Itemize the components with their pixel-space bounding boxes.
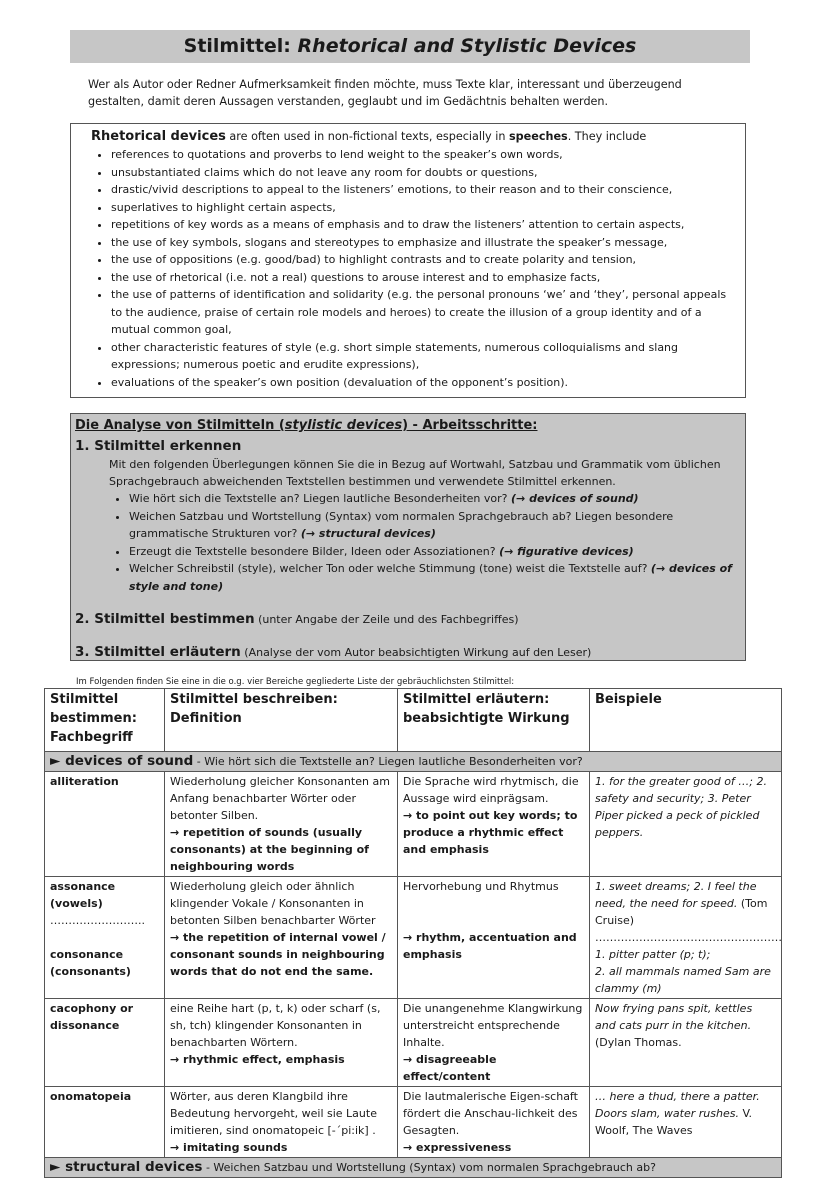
step-1-title: 1. Stilmittel erkennen: [75, 438, 242, 454]
category-row-sound: ► devices of sound - Wie hört sich die Textstelle an? Liegen lautliche Besonderheiten vor?: [45, 752, 782, 772]
intro-text: Wer als Autor oder Redner Aufmerksamkeit finden möchte, muss Texte klar, interessant und überzeugend gestalten, damit deren Aussagen verstanden, geglaubt und im Gedächtnis behalten werden.: [88, 78, 682, 108]
column-header: Stilmittel bestimmen: Fachbegriff: [45, 689, 165, 752]
list-item: • superlatives to highlight certain aspects,: [111, 199, 735, 217]
list-item: • evaluations of the speaker’s own position (devaluation of the opponent’s position).: [111, 374, 735, 392]
list-item: • unsubstantiated claims which do not leave any room for doubts or questions,: [111, 164, 735, 182]
devices-table: [44, 688, 782, 1178]
table-header-row: [45, 689, 782, 752]
list-item: • references to quotations and proverbs to lend weight to the speaker’s own words,: [111, 146, 735, 164]
analysis-steps-box: [70, 413, 746, 661]
list-item: • the use of rhetorical (i.e. not a real) questions to arouse interest and to emphasize facts,: [111, 269, 735, 287]
list-item: • other characteristic features of style (e.g. short simple statements, numerous colloquialisms and slang expressions; numerous poetic and erudite expressions),: [111, 339, 735, 374]
list-item: • drastic/vivid descriptions to appeal to the listeners’ emotions, to their reason and to their conscience,: [111, 181, 735, 199]
column-header: Beispiele: [590, 689, 782, 752]
rhetorical-devices-box: [70, 123, 746, 398]
page-title: Stilmittel: Rhetorical and Stylistic Devices: [70, 30, 750, 63]
list-item: • Erzeugt die Textstelle besondere Bilder, Ideen oder Assoziationen? (→ figurative devices): [129, 543, 739, 561]
list-item: • Wie hört sich die Textstelle an? Liegen lautliche Besonderheiten vor? (→ devices of sound): [129, 490, 739, 508]
table-row: cacophony or dissonance eine Reihe hart (p, t, k) oder scharf (s, sh, tch) klingender Konsonanten in benachbarten Wörtern. → rhythmic effect, emphasis Die unangenehme Klangwirkung unterstreicht entsprechende Inhalte. → disagreeable effect/content Now frying pans spit, kettles and cats purr in the kitchen. (Dylan Thomas.: [45, 999, 782, 1087]
column-header: Stilmittel erläutern: beabsichtigte Wirkung: [398, 689, 590, 752]
category-row-structural: ► structural devices - Weichen Satzbau und Wortstellung (Syntax) vom normalen Sprachgebrauch ab?: [45, 1158, 782, 1178]
step-2-title: 2. Stilmittel bestimmen (unter Angabe der Zeile und des Fachbegriffes): [75, 611, 519, 627]
list-item: • Weichen Satzbau und Wortstellung (Syntax) vom normalen Sprachgebrauch ab? Liegen besondere grammatische Strukturen vor? (→ structural devices): [129, 508, 739, 543]
rhetorical-intro: Rhetorical devices are often used in non-fictional texts, especially in speeches. They include: [91, 129, 647, 144]
list-item: • the use of patterns of identification and solidarity (e.g. the personal pronouns ‘we’ and ‘they’, personal appeals to the audience, praise of certain role models and heroes) to create the illusion of a group identity and of a mutual common goal,: [111, 286, 735, 339]
analysis-heading: Die Analyse von Stilmitteln (stylistic devices) - Arbeitsschritte:: [75, 418, 538, 433]
list-item: • repetitions of key words as a means of emphasis and to draw the listeners’ attention to certain aspects,: [111, 216, 735, 234]
table-row: assonance (vowels) …………………….. consonance (consonants) Wiederholung gleich oder ähnlich klingender Vokale / Konsonanten in betonten Silben benachbarter Wörter → the repetition of internal vowel / consonant sounds in neighbouring words that do not end the same. Hervorhebung und Rhytmus → rhythm, accentuation and emphasis 1. sweet dreams; 2. I feel the need, the need for speed. (Tom Cruise) …………………………………………… 1. pitter patter (p; t); 2. all mammals named Sam are clammy (m): [45, 877, 782, 999]
list-item: • the use of oppositions (e.g. good/bad) to highlight contrasts and to create polarity and tension,: [111, 251, 735, 269]
table-note: Im Folgenden finden Sie eine in die o.g. vier Bereiche gegliederte Liste der gebräuchlichsten Stilmittel:: [76, 677, 515, 687]
list-item: • the use of key symbols, slogans and stereotypes to emphasize and illustrate the speaker’s message,: [111, 234, 735, 252]
table-row: onomatopeia Wörter, aus deren Klangbild ihre Bedeutung hervorgeht, weil sie Laute imitieren, sind onomatopeic [-´pi:ik] . → imitating sounds Die lautmalerische Eigen-schaft fördert die Anschau-lichkeit des Gesagten. → expressiveness … here a thud, there a patter. Doors slam, water rushes. V. Woolf, The Waves: [45, 1087, 782, 1158]
step-3-title: 3. Stilmittel erläutern (Analyse der vom Autor beabsichtigten Wirkung auf den Leser): [75, 644, 592, 660]
step-1-list: [109, 490, 739, 595]
table-row: alliteration Wiederholung gleicher Konsonanten am Anfang benachbarter Wörter oder betonter Silben. → repetition of sounds (usually consonants) at the beginning of neighbouring words Die Sprache wird rhytmisch, die Aussage wird einprägsam. → to point out key words; to produce a rhythmic effect and emphasis 1. for the greater good of …; 2. safety and security; 3. Peter Piper picked a peck of pickled peppers.: [45, 772, 782, 877]
column-header: Stilmittel beschreiben: Definition: [165, 689, 398, 752]
step-1-text: Mit den folgenden Überlegungen können Sie die in Bezug auf Wortwahl, Satzbau und Grammatik vom üblichen Sprachgebrauch abweichenden Textstellen bestimmen und verwendete Stilmittel erkennen.: [109, 458, 721, 488]
rhetorical-list: [91, 146, 735, 391]
list-item: • Welcher Schreibstil (style), welcher Ton oder welche Stimmung (tone) weist die Textstelle auf? (→ devices of style and tone): [129, 560, 739, 595]
